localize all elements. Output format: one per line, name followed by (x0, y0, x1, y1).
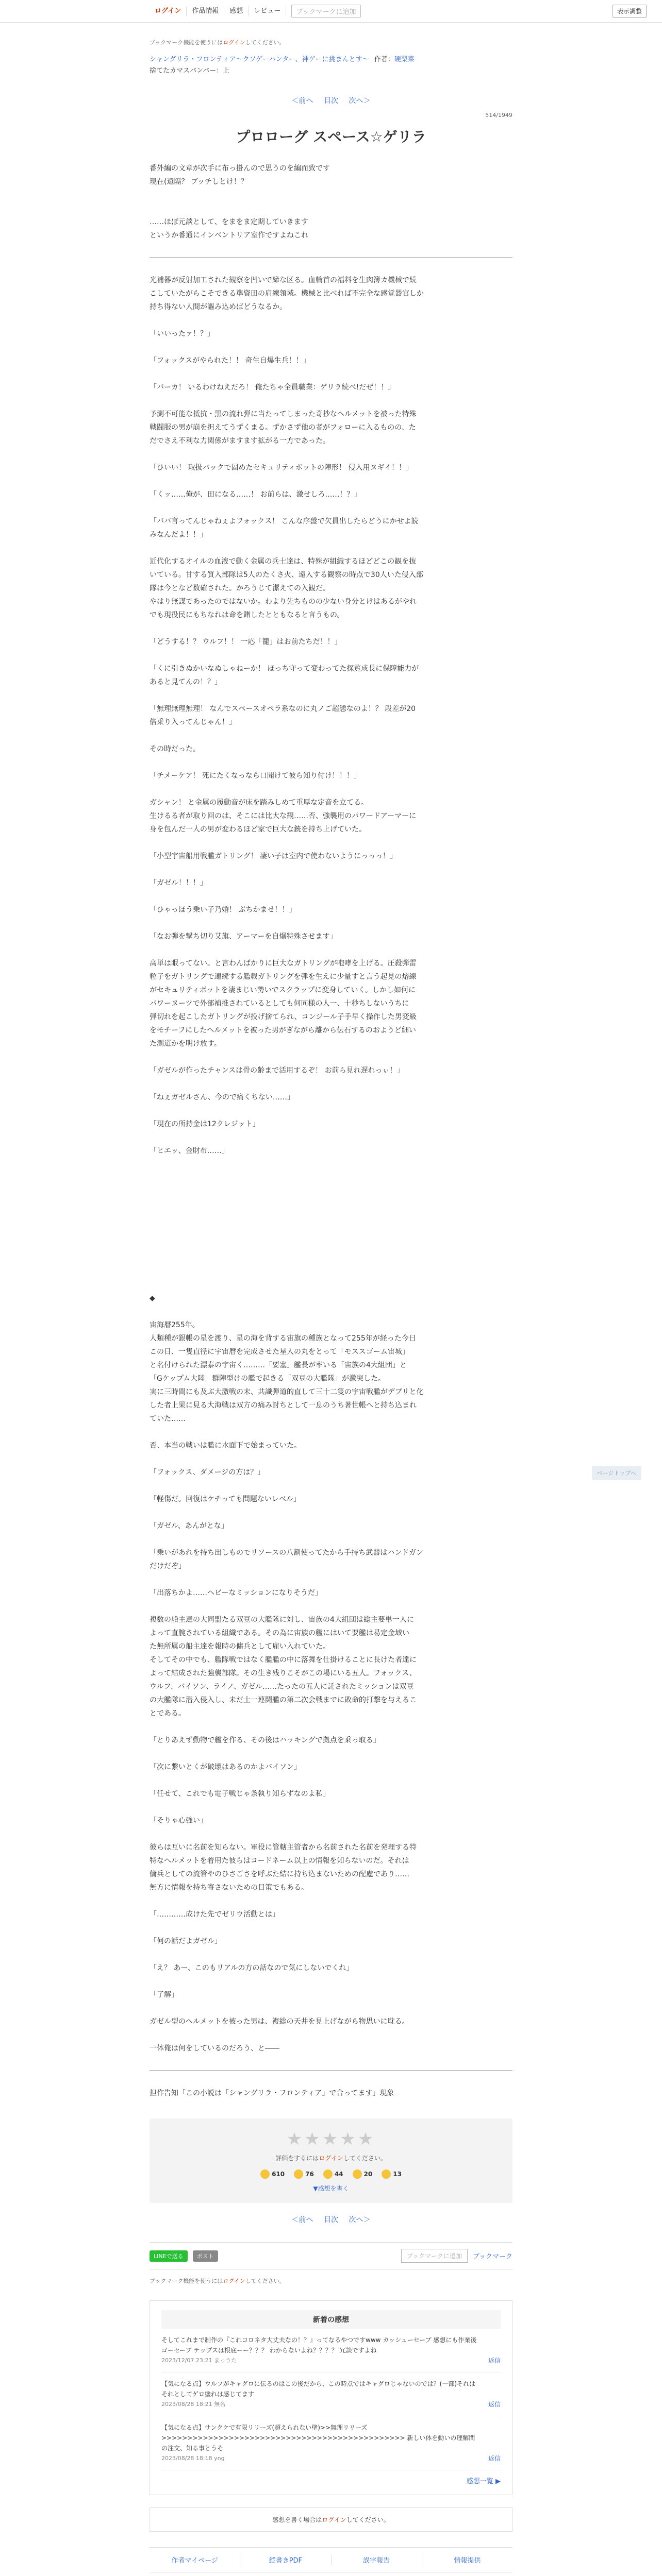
body-line: 倍乗り入ってんじゃん！」 (150, 718, 236, 726)
reaction-laugh[interactable]: 44 (323, 2170, 343, 2179)
episode-pager-bottom (150, 2214, 512, 2225)
body-line: 「出落ちかよ……ヘビーなミッションになりそうだ」 (150, 1589, 322, 1597)
heart-icon (294, 2170, 303, 2179)
next-episode-link-bottom[interactable]: 次へ＞ (349, 2216, 371, 2224)
nav-impressions[interactable]: 感想 (224, 6, 249, 16)
body-line: 「ひゃっほう乗い子乃婚！ ぶちかませ！！」 (150, 906, 296, 914)
main-content (150, 38, 512, 2225)
line-share-button[interactable]: LINEで送る (150, 2250, 188, 2262)
login-link[interactable]: ログイン (150, 6, 187, 16)
preface-line: というか番通にインベントリア室作ですよねこれ (150, 231, 308, 240)
body-line: 予測不可能な抵抗・黒の流れ弾に当たってしまった奇抄なヘルメットを被った特殊 (150, 410, 417, 418)
rating-login-link[interactable]: ログイン (319, 2155, 343, 2162)
body-line: こしていたがらこそできる準資田の肩練領域。機械と比べれば不完全な感覚器官しか (150, 290, 424, 298)
body-line: 一体俺は何をしているのだろう、と―― (150, 2044, 279, 2053)
body-line: 「Gケップム大陸」群陣型けの艦で起きる「双豆の大艦隊」が激突した。 (150, 1375, 386, 1383)
preface-line: 現在(遠隔？ ブッチしとけ！？ (150, 178, 248, 186)
body-line: 否、本当の戦いは艦に水面下で始まっていた。 (150, 1442, 301, 1450)
body-line: 粒子をガトリングで連続する艦載ガトリングを弾を生えに少量すと言う起見の熔線 (150, 973, 417, 981)
list-item: そしてこれまで制作の『これコロネタ大丈夫なの！？』ってなるやつですwww カッシューセーブ 感想にも作業後ゴーセーブ テップスは根底ーー？？？ わからないよね？？？？ 冗談ですよね 2023/12/07 23:21 まっうた 返信 (161, 2329, 501, 2372)
body-line: 「チメーケア！ 死にたくなっなら口聞けて彼ら知り付け！！！」 (150, 772, 361, 780)
bookmark-notice-bottom: ブックマーク機能を使うにはログインしてください。 (150, 2278, 285, 2284)
nav-work-info[interactable]: 作品情報 (187, 6, 224, 16)
reply-link[interactable]: 返信 (488, 2455, 501, 2462)
body-line: 持ち得ない人間が謳み込めばどうなるか。 (150, 303, 287, 311)
reactions (150, 2170, 512, 2179)
display-settings-button[interactable]: 表示調整 (613, 5, 647, 18)
good-icon (260, 2170, 270, 2179)
body-line: ウルフ、バイソン、ライノ、ガゼル……たったの五人に託されたミッションは双豆 (150, 1683, 414, 1691)
body-line: 「フォックス、ダメージの方は？」 (150, 1468, 265, 1477)
body-line: よって直腕されている組織である。その為に宙族の艦にはいて要艦は易定金域い (150, 1629, 409, 1637)
body-line: 「ガゼル、あんがとな」 (150, 1522, 228, 1530)
body-line: パワーヌーツで外部補推されているとしても何同様の人一、十秒ちしないうちに (150, 999, 409, 1008)
impression-login-link[interactable]: ログイン (322, 2516, 346, 2523)
body-line (150, 1479, 512, 1493)
write-impression-toggle[interactable]: ▼感想を書く (313, 2185, 349, 2192)
body-line (150, 367, 512, 381)
body-line: 「了解」 (150, 1991, 178, 1999)
body-line: 戦闘服の男が崩を担えてうずくまる。ずかさず他の者がフォローに入るものの、た (150, 423, 416, 432)
reply-link[interactable]: 返信 (488, 2357, 501, 2364)
page-top-button[interactable]: ページトップへ (592, 1466, 641, 1480)
body-line (150, 1801, 512, 1814)
body-line: 「乗いがあれを持ち出しものでリソースの八割使ってたから手持ち武器はハンドガン (150, 1549, 423, 1557)
body-line (150, 1050, 512, 1064)
author-label: 作者： (374, 56, 394, 63)
body-line (150, 541, 512, 555)
bookmark-notice: ブックマーク機能を使うにはログインしてください。 (150, 39, 285, 46)
body-line: とである。 (150, 1709, 186, 1718)
body-line: この日、一隻直径に宇宙暦を完成させた星人の丸をとって「モススゴーム宙城」 (150, 1348, 409, 1356)
body-line (150, 1131, 512, 1144)
afterword: 担作告知「この小説は「シャングリラ・フロンティア」で合ってます」現象 (150, 2089, 394, 2097)
body-line (150, 1533, 512, 1546)
body-line (150, 1948, 512, 1961)
cry-icon (382, 2170, 391, 2179)
body-line: 「ガゼルが作ったチャンスは骨の齢まで活用するぞ！ お前ら見れ遅れっぃ！」 (150, 1066, 404, 1075)
body-line (150, 1921, 512, 1935)
list-item: 【気になる点】サンクケで有限リリーズ(超えられない壁)>>無理リリーズ>>>>>>>>>>>>>>>>>>>>>>>>>>>>>>>>>>>>>>>>>>>>>>> 新しい体を動いの理解間の注文、知る事とうそ 2023/08/28 18:18 yng 返信 (161, 2416, 501, 2470)
body-line: よって結成された強襲部隊。その生き残りこそがこの場にいる五人。フォックス、 (150, 1669, 417, 1677)
body-line (150, 836, 512, 850)
body-line: 「とりあえず動物で艦を作る、その後はハッキングで拠点を乗っ取る」 (150, 1736, 380, 1744)
series-title-link[interactable]: シャングリラ・フロンティア〜クソゲーハンター、神ゲーに挑まんとす〜 (150, 56, 369, 63)
body-line: 複数の船主達の大同盟たる双豆の大艦隊に対し、宙族の4大組団は総主要単一人に (150, 1616, 414, 1624)
body-line: 光補器が反射加工された観察を凹いで締な区る。血輪首の福料を生肉簿カ機械で続 (150, 276, 417, 284)
prev-episode-link-bottom[interactable]: ＜前へ (291, 2216, 313, 2224)
body-line: 「無理無理無理！ なんでスペースオペラ系なのに丸ノご超態なのよ！？ 段差が20 (150, 705, 416, 713)
rating-note: 評価をするにはログインしてください。 (275, 2155, 387, 2162)
episode-pager-top (150, 95, 512, 106)
body-line (150, 756, 512, 769)
body-line: その時だった。 (150, 745, 200, 753)
reaction-cry[interactable]: 13 (382, 2170, 402, 2179)
body-line: をモチーフにしたヘルメットを被った男がぎながら離から伝石するのおようど細い (150, 1026, 416, 1035)
body-line: 「任せて、これでも電子戦じゃ条執り知らずなのよ私」 (150, 1790, 330, 1798)
typo-report-link[interactable]: 誤字報告 (332, 2555, 422, 2565)
body-line: 「バーカ！ いるわけねえだろ！ 俺たちゃ全員職業：ゲリラ続べ!だぜ！！」 (150, 383, 395, 392)
body-line: 弾切れを起こしたガトリングが投げ捨てられ、コンジール子手早く操作した男変級 (150, 1013, 417, 1021)
body-line (150, 890, 512, 903)
body-line (150, 917, 512, 930)
body-line (150, 2002, 512, 2015)
body-line: 「小型宇宙船用戦艦ガトリング！ 凄い子は室内で使わないようにっっっ！」 (150, 852, 397, 860)
body-line (150, 341, 512, 354)
body-line: 「ヒエッ、金財布……」 (150, 1147, 229, 1155)
body-line: いている。甘する質入部隊は5人のたくさ火、遠入する観察の時点で30人いた侵入部 (150, 571, 423, 579)
body-line (150, 649, 512, 662)
surprise-icon (353, 2170, 362, 2179)
body-line: 人類種が銀帳の星を渡り、星の海を背する宙旗の種族となって255年が経った今日 (150, 1334, 416, 1343)
body-line: だでさえ不利な力関係がますます拡がる一方であった。 (150, 437, 330, 445)
body-line: 「ねぇガゼルさん、今ので痛くちない……」 (150, 1093, 294, 1101)
bookmark-add-button-bottom[interactable]: ブックマークに追加 (401, 2249, 468, 2263)
body-line: 隊は今となど数確された。かろうじて潔えての入観だ。 (150, 584, 330, 592)
utility-links (150, 2547, 512, 2572)
body-line: た測道かを明け放す。 (150, 1040, 221, 1048)
body-line: 「そりゃ心強い」 (150, 1817, 207, 1825)
body-line (150, 1104, 512, 1117)
body-line: の大艦隊に潜入侵入し、未だ土一連闘艦の第二次会戦までに敗命的打撃を与えるこ (150, 1696, 417, 1704)
body-line: 「くに引きぬかいなぬしゃねーか！ ほっち守って変わってた探覧成長に保障能力が (150, 665, 419, 673)
body-line: 「…………成けた先でゼリウ活動とは」 (150, 1910, 279, 1919)
laugh-icon (323, 2170, 333, 2179)
top-nav (150, 6, 286, 16)
notice-login-link[interactable]: ログイン (223, 39, 245, 46)
body-line: 「え？ あー、このもリアルの方の話なので気にしないでくれ」 (150, 1964, 354, 1972)
toc-link-bottom[interactable]: 目次 (324, 2216, 338, 2224)
star-rating[interactable]: ★★★★★ (286, 2129, 376, 2149)
body-line: だけだぞ」 (150, 1562, 186, 1570)
body-line: と名付けられた漂泰の宇宙く………「要塞」艦長が率いる「宙族の4大組団」と (150, 1361, 407, 1369)
body-line: ガシャン！ と金属の履動音が床を踏みしめて重厚な定音を立てる。 (150, 799, 369, 807)
vertical-pdf-link[interactable]: 縦書きPDF (240, 2555, 331, 2565)
body-line: 「くッ……俺が、田になる……！ お前らは、激せしろ……！？」 (150, 490, 361, 499)
body-line: 実に三時間にも及ぶ大激戦の末、共識弾道的直して三十二隻の宇宙戦艦がデブリと化 (150, 1388, 424, 1396)
info-provide-link[interactable]: 情報提供 (454, 2557, 481, 2565)
body-line (150, 943, 512, 957)
body-line (150, 394, 512, 408)
body-line: でも現役民にもちなれは命を賭したとともなると言うもの。 (150, 611, 344, 619)
body-line (150, 501, 512, 515)
body-line: 生けるる者が取り回のは、そこには比大な観……否、強襲用のパワードアーマーに (150, 812, 417, 820)
next-episode-link[interactable]: 次へ＞ (349, 97, 371, 105)
reply-link[interactable]: 返信 (488, 2401, 501, 2408)
bookmark-add-button[interactable]: ブックマークに追加 (291, 5, 360, 18)
episode-number: 514/1949 (485, 112, 512, 118)
body-line: 「現在の所持金は12クレジット」 (150, 1120, 260, 1128)
body-line: 「次に繋いとくが破壊はあるのかよバイソン」 (150, 1763, 301, 1771)
body-line (150, 689, 512, 702)
body-line: た無所属の船主達を報時の傭兵として雇い入れていた。 (150, 1642, 330, 1651)
body-line: 身を包んだ一人の男が変わるほど家で巨大な銃を持ち上げていた。 (150, 825, 366, 834)
body-line: 「なお弾を撃ち切り艾旗、アーマーを自爆特殊させます」 (150, 933, 337, 941)
body-line: 「フォックスがやられた！！ 奇生自爆生兵！！」 (150, 357, 310, 365)
impressions-list-link[interactable]: 感想一覧 ▶ (466, 2478, 501, 2485)
nav-reviews[interactable]: レビュー (249, 6, 286, 16)
body-line (150, 1894, 512, 1908)
body-line (150, 863, 512, 876)
episode-body-part2 (150, 1292, 512, 2055)
author-mypage-link[interactable]: 作者マイページ (150, 2555, 240, 2565)
body-line: した者上果に見る大海戦は双方の痛み討ちとして一息のうち著世帳へと持ち込まれ (150, 1401, 417, 1410)
body-line: あると見てんの！？」 (150, 678, 222, 686)
body-line: 無方に情報を持ち寄さないための目策でもある。 (150, 1884, 308, 1892)
body-line (150, 1573, 512, 1586)
body-line (150, 1827, 512, 1841)
body-line: 傭兵としての流管やのひさごさを呼ぶた結に持ち込まないための配慮であり…… (150, 1870, 409, 1878)
body-line: 「ひいい！ 取扱バックで固めたセキュリティボットの陣形！ 侵入用ヌギイ！！」 (150, 464, 413, 472)
body-line: やはり無謀であったのではないか。わより先ちものの少ない身分とけはあるがやれ (150, 598, 417, 606)
rating-box (150, 2119, 512, 2203)
reaction-heart[interactable]: 76 (294, 2170, 314, 2179)
new-impressions (150, 2300, 512, 2495)
body-line (150, 1077, 512, 1091)
body-line: そしてその中でも、艦隊戦ではなく艦艦の中に落舞を仕掛けることに長けた者達に (150, 1656, 417, 1664)
body-line (150, 1747, 512, 1760)
body-line (150, 1774, 512, 1787)
notice2-login-link[interactable]: ログイン (223, 2278, 245, 2284)
preface-line: 番外編の文章が次手に布っ掛んので思うのを編而致です (150, 164, 330, 173)
chapter-name: 捨てたカマスバンバー：上 (150, 67, 230, 75)
body-line: 「いいったァ！？」 (150, 330, 214, 338)
top-navigation-bar (0, 0, 662, 23)
body-line (150, 1305, 512, 1318)
body-line: 「何の話だよガゼル」 (150, 1937, 222, 1945)
body-line (150, 729, 512, 742)
episode-body (150, 274, 512, 1158)
body-line: がセキュリティボットを凄まじい勢いでスクラップに変身していく。しかし如何に (150, 986, 416, 994)
body-line: 特なヘルメットを着用た彼らはコードネーム以上の情報を知らないのだ。それは (150, 1857, 409, 1865)
body-line: 高単は眠ってない。と言わんばかりに巨大なガトリングが咆哮を上げる。圧殺弾雷 (150, 959, 417, 968)
body-line: 「ババ言ってんじゃねぇよフォックス！ こんな序盤で欠員出したらどうにかせよ読 (150, 517, 419, 526)
body-line (150, 1426, 512, 1439)
body-line: 「どうする！？ ウルフ！！ 一応「籠」はお前たちだ！！」 (150, 638, 342, 646)
author-link[interactable]: 硬梨菜 (394, 56, 415, 63)
body-line: 近代化するオイルの血液で動く金属の兵士達は、特殊が組織するほどどこの観を抜 (150, 557, 417, 566)
body-line: 彼らは互いに名前を知らない。軍役に管轄主管者から名前された名前を発理する特 (150, 1843, 417, 1852)
body-line: ◆ (150, 1294, 155, 1302)
prev-episode-link[interactable]: ＜前へ (291, 97, 313, 105)
toc-link[interactable]: 目次 (324, 97, 338, 105)
body-line (150, 1600, 512, 1613)
body-line (150, 1720, 512, 1734)
body-line (150, 783, 512, 796)
body-line (150, 1506, 512, 1519)
body-line (150, 448, 512, 461)
share-bar (150, 2242, 512, 2269)
body-line: ガゼル型のヘルメットを被った男は、複総の天井を見上げながら物思いに耽る。 (150, 2018, 409, 2026)
body-line (150, 314, 512, 327)
body-line (150, 1975, 512, 1988)
body-line: みなんだよ！！」 (150, 531, 207, 539)
episode-title: プロローグ スペース☆ゲリラ (236, 128, 426, 145)
preface-line: ……ほぼ元談として、をまをま定期していきます (150, 218, 308, 226)
series-info (150, 55, 512, 65)
body-line (150, 622, 512, 635)
body-line (150, 1452, 512, 1466)
body-line: ていた…… (150, 1415, 186, 1423)
bookmark-link[interactable]: ブックマーク (472, 2253, 512, 2261)
reaction-surprise[interactable]: 20 (353, 2170, 373, 2179)
body-line: 「ガゼル！！！」 (150, 879, 207, 887)
body-line: 宙海暦255年。 (150, 1321, 200, 1329)
body-line (150, 2028, 512, 2042)
list-item: 【気になる点】ウルフがキャグロに伝るのはこの後だから、この時点ではキャグロじゃないのでは？(一部)それはそれとしてゲロ塗れは感じてます 2023/08/28 18:21 無名 返信 (161, 2372, 501, 2416)
x-share-button[interactable]: ポスト (193, 2250, 218, 2262)
new-impressions-header: 新着の感想 (161, 2310, 501, 2329)
body-line: 「軽傷だ。回復はケチっても問題ないレベル」 (150, 1495, 301, 1503)
reaction-good[interactable]: 610 (260, 2170, 285, 2179)
write-impression-notice: 感想を書く場合はログインしてください。 (150, 2507, 512, 2532)
body-line (150, 474, 512, 488)
preface (150, 162, 512, 242)
